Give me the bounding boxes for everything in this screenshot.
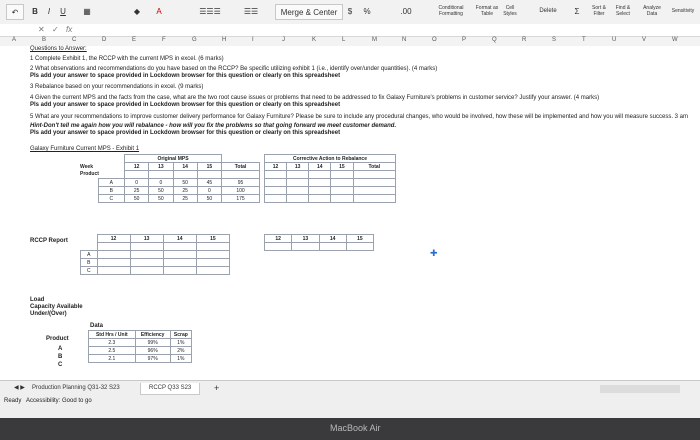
table-cell[interactable]: 0 — [197, 187, 221, 195]
table-cell[interactable]: 50 — [197, 195, 221, 203]
mps-table[interactable] — [80, 154, 260, 203]
table-cell[interactable]: 50 — [125, 195, 149, 203]
autosum-icon[interactable]: Σ — [574, 6, 580, 16]
column-header[interactable]: S — [552, 37, 557, 43]
column-header[interactable]: O — [432, 37, 437, 43]
table-cell[interactable]: 0 — [125, 179, 149, 187]
column-header[interactable]: I — [252, 37, 254, 43]
total-header: Total — [222, 163, 260, 171]
week-header: 15 — [331, 163, 353, 171]
table-cell[interactable]: 1% — [170, 355, 191, 363]
column-header[interactable]: F — [162, 37, 166, 43]
week-label: Week — [80, 163, 93, 170]
column-header[interactable]: W — [672, 37, 678, 43]
rccp-table[interactable] — [80, 234, 230, 275]
table-cell[interactable]: 97% — [135, 355, 170, 363]
product-cell[interactable]: B — [81, 259, 98, 267]
corrective-action-table[interactable] — [264, 154, 396, 203]
column-header[interactable]: L — [342, 37, 346, 43]
week-header: 15 — [196, 235, 229, 243]
table-cell[interactable]: 25 — [173, 187, 197, 195]
exhibit-title: Galaxy Furniture Current MPS - Exhibit 1 — [30, 146, 140, 152]
week-header: 13 — [287, 163, 309, 171]
ribbon — [0, 0, 700, 25]
table-cell[interactable]: 25 — [173, 195, 197, 203]
format-table-button[interactable]: Format as Table — [475, 5, 499, 17]
column-header[interactable]: Q — [492, 37, 497, 43]
column-header[interactable]: T — [582, 37, 586, 43]
bold-button[interactable]: B — [32, 6, 38, 16]
cursor-plus-icon: ✚ — [430, 248, 438, 258]
question-2-note: Pls add your answer to space provided in Lockdown browser for this question or clearly on this spreadsheet — [30, 73, 341, 79]
underline-button[interactable]: U — [60, 6, 66, 16]
formula-bar[interactable] — [0, 24, 700, 37]
product-cell[interactable]: A — [81, 251, 98, 259]
week-header: 15 — [197, 163, 221, 171]
table-row[interactable] — [89, 347, 192, 355]
product-cell[interactable]: B — [98, 187, 125, 195]
week-header: 12 — [97, 235, 130, 243]
sensitivity-button[interactable]: Sensitivity — [671, 8, 695, 14]
total-header: Total — [353, 163, 396, 171]
std-hrs-header: Std Hrs / Unit — [89, 331, 136, 339]
table-cell[interactable]: 50 — [173, 179, 197, 187]
question-2: 2 What observations and recommendations do you have based on the RCCP? Be specific utilizing exhibit 1 (i.e., identify over/under quantities). (4 marks) — [30, 66, 438, 72]
week-header: 12 — [125, 163, 149, 171]
table-row[interactable] — [89, 355, 192, 363]
column-header[interactable]: N — [402, 37, 407, 43]
question-5-hint: Hint-Don't tell me again how you will rebalance - how will you fix the problems so that going forward we meet customer demand. — [30, 123, 397, 129]
table-row[interactable] — [265, 179, 396, 187]
column-header[interactable]: M — [372, 37, 377, 43]
data-table[interactable] — [88, 330, 192, 363]
table-cell[interactable]: 96% — [135, 347, 170, 355]
column-header[interactable]: G — [192, 37, 197, 43]
delete-button[interactable]: Delete — [539, 8, 557, 14]
worksheet[interactable] — [0, 46, 700, 380]
week-header: 12 — [265, 163, 287, 171]
tab-rccp[interactable]: RCCP Q33 S23 — [140, 383, 200, 395]
table-row[interactable] — [80, 195, 260, 203]
week-header: 13 — [130, 235, 163, 243]
status-bar — [0, 396, 700, 418]
table-cell[interactable]: 1% — [170, 339, 191, 347]
column-header[interactable]: D — [102, 37, 107, 43]
accessibility-status[interactable]: Accessibility: Good to go — [26, 398, 92, 404]
table-cell[interactable]: 0 — [149, 179, 173, 187]
column-header[interactable]: K — [312, 37, 317, 43]
sort-filter-button[interactable]: Sort & Filter — [592, 5, 606, 17]
sheet-tabs-bar — [0, 380, 700, 397]
week-header: 13 — [149, 163, 173, 171]
question-4: 4 Given the current MPS and the facts from the case, what are the two root cause issues or problems that need to be addressed to fix Galaxy Furniture's problems in customer service? Justify your answer. (4 marks) — [30, 95, 600, 101]
column-header[interactable]: R — [522, 37, 527, 43]
decimal-icon[interactable]: .00 — [400, 6, 412, 16]
data-label: Data — [90, 323, 104, 329]
analyze-data-button[interactable]: Analyze Data — [643, 5, 661, 17]
tab-production-planning[interactable]: Production Planning Q31-32 S23 — [32, 385, 120, 391]
product-cell[interactable]: C — [81, 267, 98, 275]
table-cell[interactable]: 2.5 — [89, 347, 136, 355]
capacity-available-label: Capacity Available — [30, 304, 83, 310]
italic-button[interactable]: I — [47, 6, 51, 16]
add-sheet-button[interactable]: + — [214, 383, 220, 393]
product-cell[interactable]: A — [98, 179, 125, 187]
table-cell[interactable]: 50 — [149, 187, 173, 195]
question-5: 5 What are your recommendations to improve customer delivery performance for Galaxy Furniture? Please be sure to include any procedural changes, who would be involved, how these will be implemented and how you will measure success. 3 am — [30, 114, 688, 120]
table-cell[interactable]: 45 — [197, 179, 221, 187]
table-cell[interactable]: 25 — [125, 187, 149, 195]
laptop-bezel — [0, 418, 700, 440]
table-cell[interactable]: 99% — [135, 339, 170, 347]
week-header: 14 — [163, 235, 196, 243]
table-row[interactable] — [81, 259, 230, 267]
table-cell[interactable]: 2.3 — [89, 339, 136, 347]
table-row[interactable] — [89, 339, 192, 347]
table-cell[interactable]: 100 — [222, 187, 260, 195]
table-row[interactable] — [81, 251, 230, 259]
column-header[interactable]: P — [462, 37, 467, 43]
product-cell: B — [58, 354, 63, 360]
question-1: 1 Complete Exhibit 1, the RCCP with the current MPS in excel. (6 marks) — [30, 56, 224, 62]
status-ready: Ready — [4, 398, 22, 404]
column-header[interactable]: C — [72, 37, 77, 43]
question-3: 3 Rebalance based on your recommendations in excel. (9 marks) — [30, 84, 204, 90]
conditional-formatting-button[interactable]: Conditional Formatting — [438, 5, 464, 17]
product-cell: A — [58, 346, 63, 352]
column-header[interactable]: V — [642, 37, 647, 43]
question-4-note: Pls add your answer to space provided in Lockdown browser for this question or clearly on this spreadsheet — [30, 102, 341, 108]
align-icon[interactable]: ☰☰☰ — [199, 6, 221, 16]
column-header[interactable]: H — [222, 37, 227, 43]
indent-icon[interactable]: ☰☰ — [243, 6, 259, 16]
column-header[interactable]: A — [12, 37, 17, 43]
table-row[interactable] — [80, 187, 260, 195]
week-header: 12 — [265, 235, 292, 243]
table-cell[interactable]: 2% — [170, 347, 191, 355]
week-header: 15 — [346, 235, 373, 243]
table-row[interactable] — [265, 187, 396, 195]
column-header[interactable]: E — [132, 37, 137, 43]
table-row[interactable] — [81, 267, 230, 275]
week-header: 14 — [319, 235, 346, 243]
table-row[interactable] — [265, 195, 396, 203]
under-over-label: Under/(Over) — [30, 311, 67, 317]
table-cell[interactable]: 2.1 — [89, 355, 136, 363]
column-header[interactable]: U — [612, 37, 617, 43]
table-row[interactable] — [80, 179, 260, 187]
product-cell[interactable]: C — [98, 195, 125, 203]
font-color-icon[interactable]: A — [156, 6, 162, 16]
corrective-action-header: Corrective Action to Rebalance — [265, 155, 396, 163]
find-select-button[interactable]: Find & Select — [615, 5, 631, 17]
horizontal-scrollbar[interactable] — [600, 385, 680, 393]
fill-color-icon[interactable]: ◆ — [133, 6, 141, 16]
column-header[interactable]: B — [42, 37, 47, 43]
column-header[interactable]: J — [282, 37, 285, 43]
original-mps-header: Original MPS — [125, 155, 222, 163]
table-cell[interactable]: 95 — [222, 179, 260, 187]
undo-icon[interactable]: ↶ — [6, 4, 24, 20]
laptop-brand-label: MacBook Air — [330, 423, 381, 433]
efficiency-header: Efficiency — [135, 331, 170, 339]
week-header: 13 — [292, 235, 319, 243]
product-cell: C — [58, 362, 63, 368]
table-cell[interactable]: 175 — [222, 195, 260, 203]
scrap-header: Scrap — [170, 331, 191, 339]
rccp-report-label: RCCP Report — [30, 238, 68, 244]
rccp-corrective-table[interactable] — [264, 234, 374, 251]
cancel-icon[interactable]: ✕ — [38, 25, 45, 34]
percent-button[interactable]: % — [363, 6, 371, 16]
questions-title: Questions to Answer: — [30, 46, 87, 52]
table-cell[interactable]: 50 — [149, 195, 173, 203]
confirm-icon[interactable]: ✓ — [52, 25, 59, 34]
product-label: Product — [46, 336, 69, 342]
week-header: 14 — [173, 163, 197, 171]
question-5-note: Pls add your answer to space provided in Lockdown browser for this question or clearly on this spreadsheet — [30, 130, 341, 136]
load-label: Load — [30, 297, 45, 303]
borders-icon[interactable]: ▦ — [83, 6, 91, 16]
cell-styles-button[interactable]: Cell Styles — [503, 5, 517, 17]
currency-button[interactable]: $ — [347, 6, 353, 16]
product-label: Product — [80, 171, 99, 178]
week-header: 14 — [309, 163, 331, 171]
fx-icon[interactable]: fx — [66, 25, 73, 34]
merge-center-button[interactable]: Merge & Center — [275, 4, 343, 20]
tab-nav-icon[interactable]: ◀ ▶ — [14, 385, 25, 391]
